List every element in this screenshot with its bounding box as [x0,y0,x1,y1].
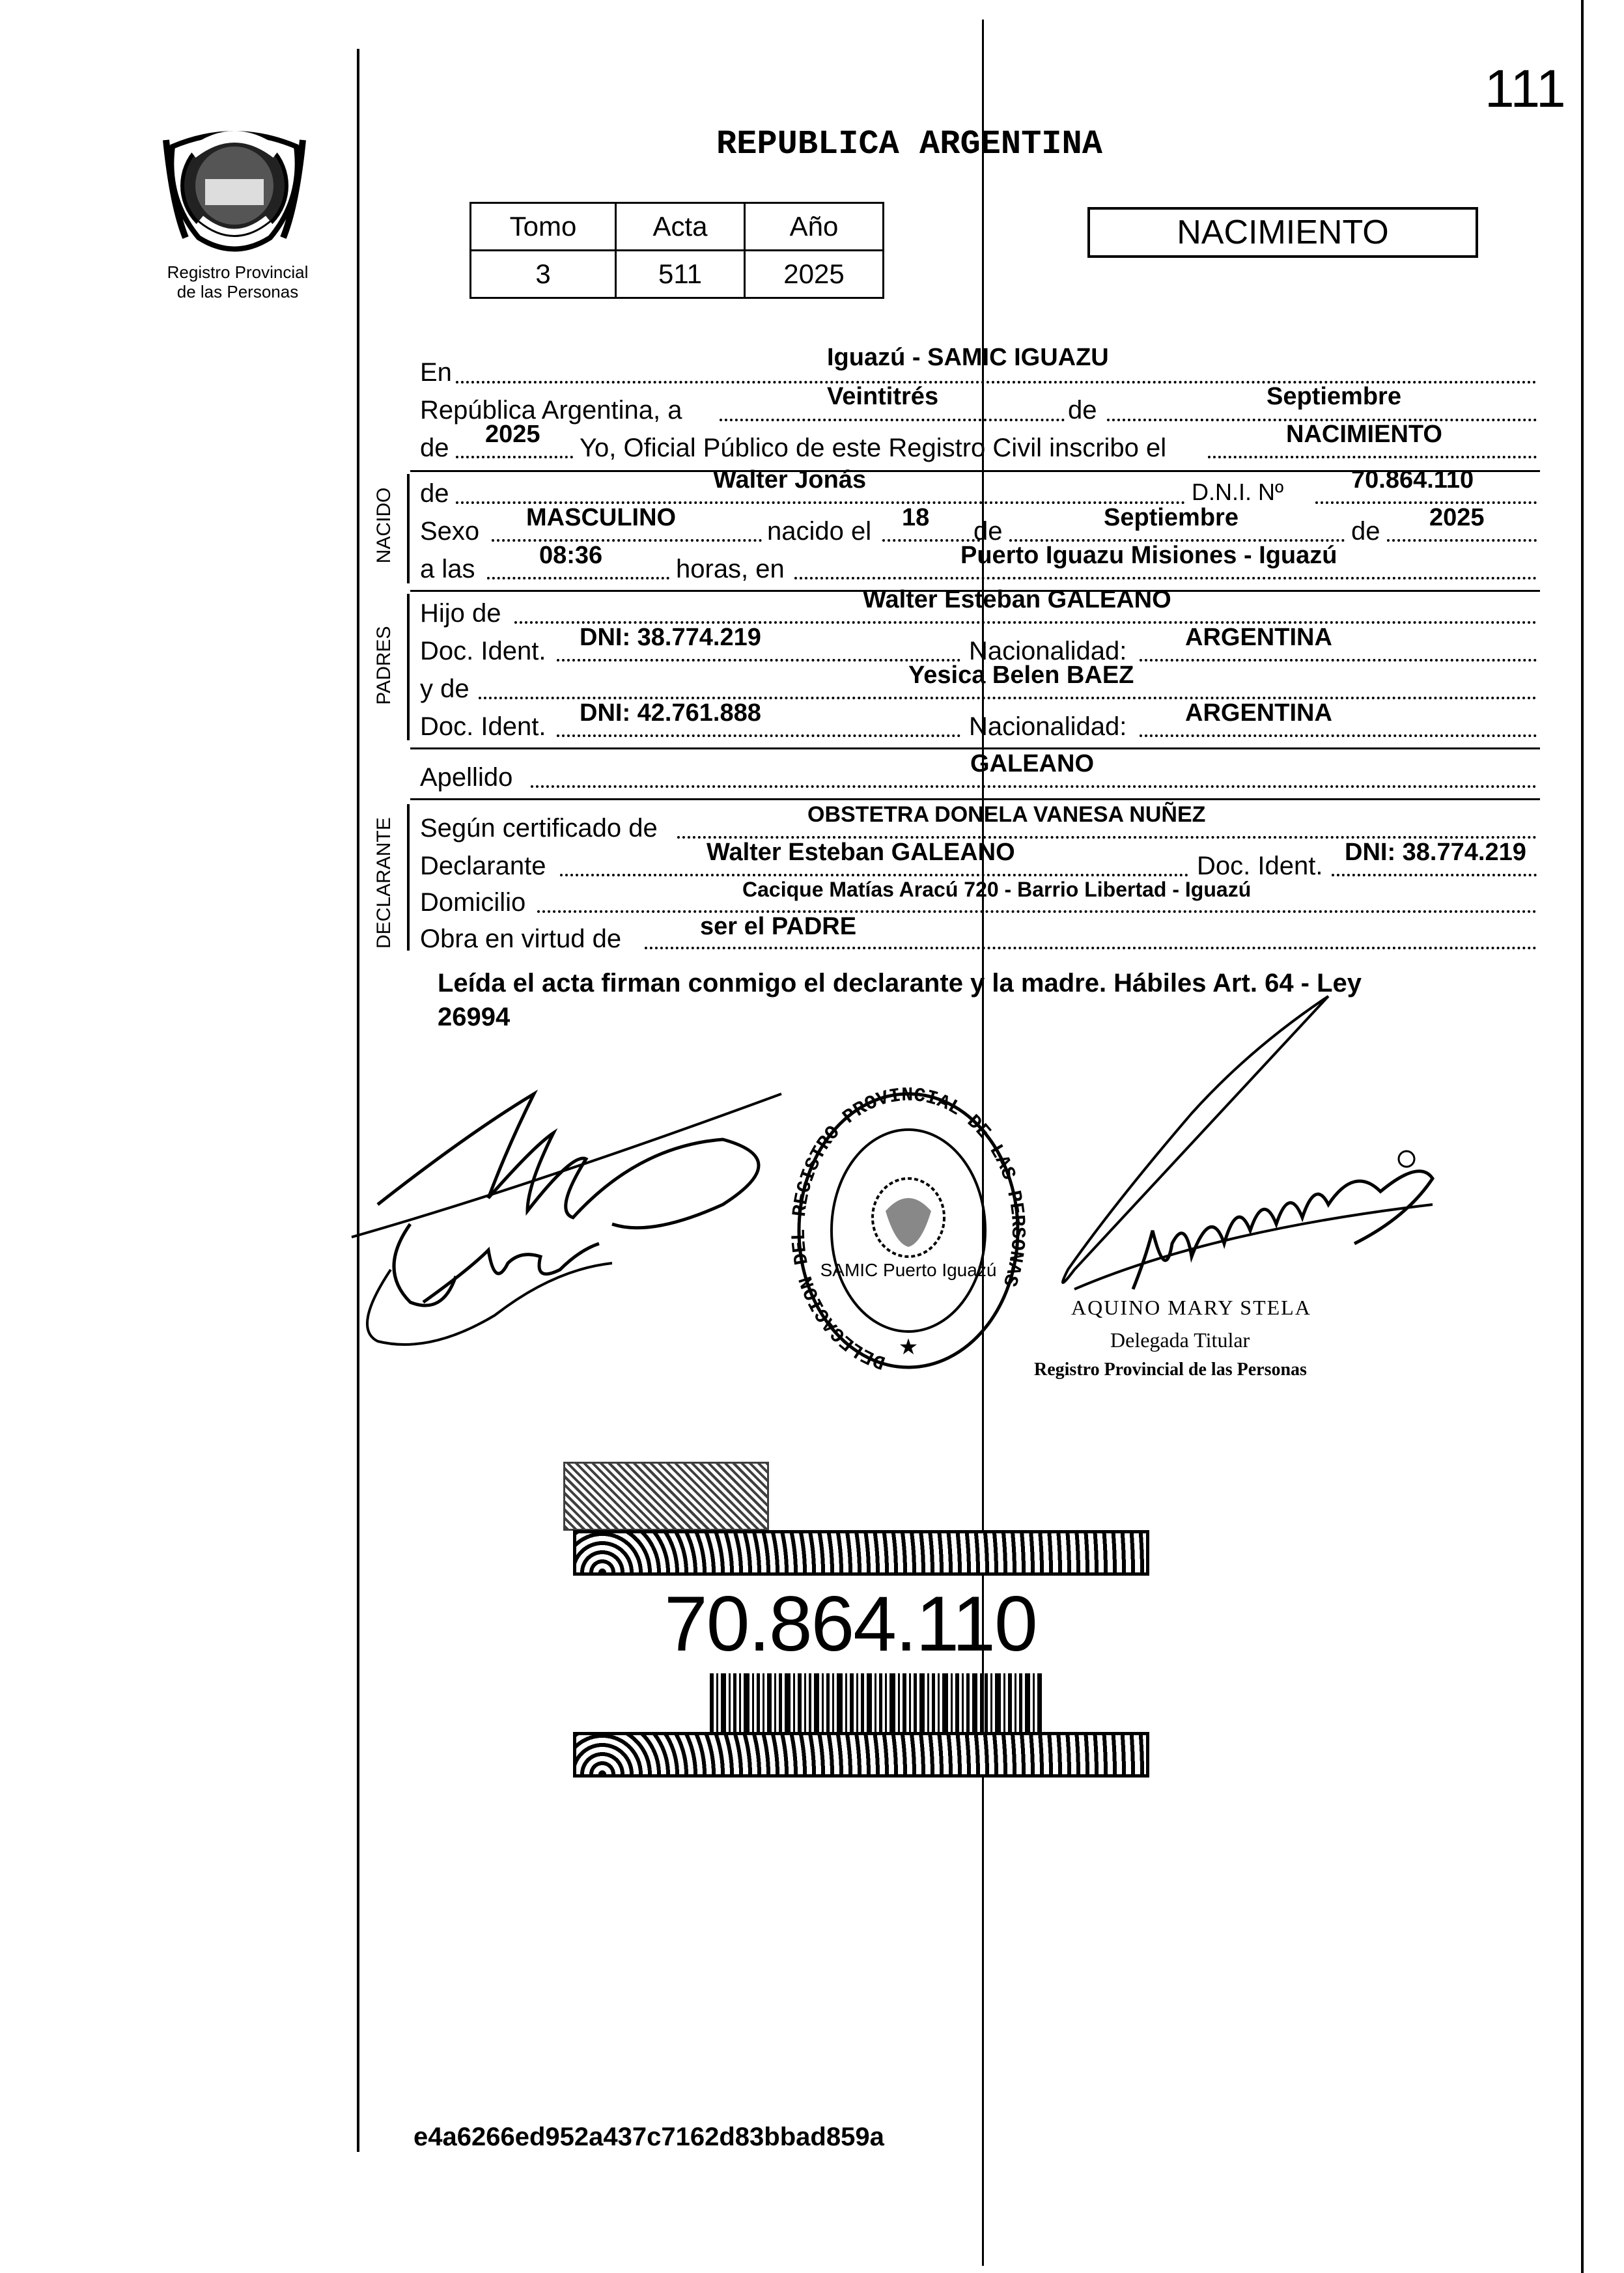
dots-declarante [560,874,1188,876]
official-stamp [791,1081,1026,1387]
field-mother-name: Yesica Belen BAEZ [908,662,1134,689]
dots-apellido [531,785,1537,788]
label-sexo: Sexo [420,517,480,546]
dots-declarante-doc [1332,874,1537,876]
table-header-acta: Acta [616,203,745,251]
label-declarante: Declarante [420,852,546,880]
field-birth-day: 18 [902,504,930,531]
label-de-month: de [1068,396,1097,425]
field-sexo: MASCULINO [526,504,677,531]
official-registry: Registro Provincial de las Personas [1034,1360,1307,1380]
field-declarante-name: Walter Esteban GALEANO [707,839,1015,866]
registry-label-line1: Registro Provincial [167,262,309,282]
field-year: 2025 [485,421,540,448]
field-certificado: OBSTETRA DONELA VANESA NUÑEZ [807,802,1206,827]
field-day-word: Veintitrés [827,383,939,410]
field-domicilio: Cacique Matías Aracú 720 - Barrio Libertad - Iguazú [742,878,1252,901]
dots-dni [1315,501,1537,504]
field-obra: ser el PADRE [700,913,857,940]
field-father-nationality: ARGENTINA [1185,624,1332,651]
label-dni: D.N.I. Nº [1192,479,1284,505]
closing-line-1: Leída el acta firman conmigo el declarante y la madre. Hábiles Art. 64 - Ley [438,969,1362,997]
section-label-padres: PADRES [373,626,395,705]
security-band-top [573,1530,1149,1576]
dots-mother-doc [557,734,960,737]
label-republica: República Argentina, a [420,396,682,425]
separator-3 [410,747,1540,749]
act-type-box: NACIMIENTO [1087,207,1478,258]
label-obra: Obra en virtud de [420,925,622,953]
label-nacionalidad-mother: Nacionalidad: [969,712,1127,741]
right-margin-line [1581,0,1584,2273]
label-de-birth-month: de [973,517,1003,546]
field-birth-time: 08:36 [539,542,603,569]
table-value-acta: 511 [616,251,745,298]
field-place: Iguazú - SAMIC IGUAZU [827,344,1109,371]
page-number: 111 [1485,59,1566,119]
label-nacido-de: de [420,479,449,508]
security-hologram [563,1462,769,1531]
dots-sexo [492,539,762,542]
table-value-tomo: 3 [471,251,616,298]
nacido-bracket [407,474,410,583]
label-doc-mother: Doc. Ident. [420,712,546,741]
field-birth-year: 2025 [1429,504,1485,531]
dots-birth-year [1387,539,1537,542]
field-month: Septiembre [1267,383,1401,410]
official-name: AQUINO MARY STELA [1071,1296,1311,1319]
label-nacionalidad-father: Nacionalidad: [969,637,1127,665]
closing-line-2: 26994 [438,1003,511,1031]
section-label-declarante: DECLARANTE [373,817,395,949]
record-table [469,202,884,299]
province-logo [160,107,309,264]
label-certificado: Según certificado de [420,814,658,843]
field-birth-month: Septiembre [1104,504,1239,531]
label-doc-declarante: Doc. Ident. [1197,852,1323,880]
official-signature [1016,983,1472,1348]
label-de-year: de [420,434,449,462]
label-y-de: y de [420,675,469,703]
declarant-signature [339,1055,794,1367]
declarante-bracket [407,804,410,951]
dots-father-nat [1140,659,1537,662]
dots-year [456,456,573,458]
separator-4 [410,798,1540,800]
dots-father-doc [557,659,960,662]
document-hash: e4a6266ed952a437c7162d83bbad859a [413,2123,884,2151]
field-mother-doc: DNI: 42.761.888 [580,699,761,727]
label-horas-en: horas, en [676,555,785,583]
label-nacido-el: nacido el [767,517,872,546]
dots-domicilio [537,910,1537,913]
field-act: NACIMIENTO [1286,421,1442,448]
page-title: REPUBLICA ARGENTINA [716,125,1102,163]
label-domicilio: Domicilio [420,888,526,917]
stamp-ring-text: DELEGACION D REGISTRO PROVINCIAL DE LAS PE NAS [791,1084,1026,1373]
table-value-anio: 2025 [745,251,884,298]
field-birth-place: Puerto Iguazu Misiones - Iguazú [960,542,1337,569]
barcode-number: 70.864.110 [664,1580,1037,1667]
label-doc-father: Doc. Ident. [420,637,546,665]
dots-act [1208,456,1537,458]
field-child-dni: 70.864.110 [1351,466,1474,494]
field-father-name: Walter Esteban GALEANO [863,586,1171,613]
registry-label-line2: de las Personas [176,282,299,301]
label-a-las: a las [420,555,475,583]
field-father-doc: DNI: 38.774.219 [580,624,761,651]
table-header-anio: Año [745,203,884,251]
stamp-inner-text: SAMIC Puerto Iguazú [820,1260,997,1280]
dots-birth-place [794,577,1537,579]
security-band-bottom [573,1732,1149,1778]
dots-time [487,577,669,579]
section-label-nacido: NACIDO [373,487,395,564]
dots-mother-nat [1140,734,1537,737]
table-header-tomo: Tomo [471,203,616,251]
barcode [710,1673,1042,1735]
label-en: En [420,358,452,387]
field-declarante-doc: DNI: 38.774.219 [1345,839,1526,866]
field-apellido: GALEANO [970,750,1094,777]
padres-bracket [407,594,410,740]
label-hijo-de: Hijo de [420,599,501,628]
field-child-name: Walter Jonás [713,466,867,494]
stamp-star-icon: ★ [898,1335,919,1360]
dots-day [720,419,1065,421]
field-mother-nationality: ARGENTINA [1185,699,1332,727]
official-title: Delegada Titular [1110,1328,1250,1352]
label-inscribo: Yo, Oficial Público de este Registro Civil inscribo el [580,434,1167,462]
label-de-birth-year: de [1351,517,1380,546]
label-apellido: Apellido [420,763,513,792]
dots-obra [645,947,1537,949]
